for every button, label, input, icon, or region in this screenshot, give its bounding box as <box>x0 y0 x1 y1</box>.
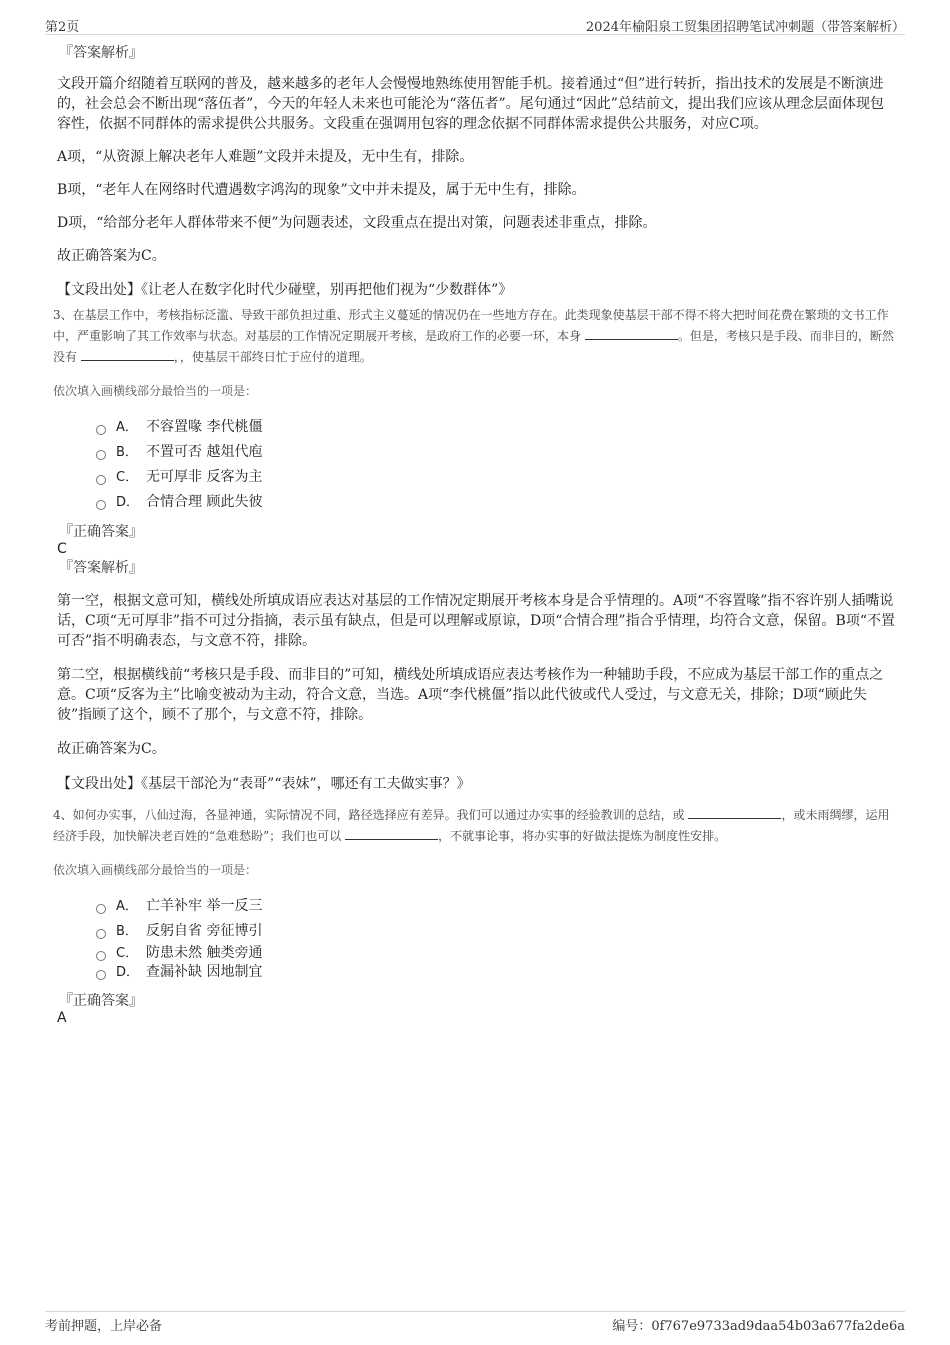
radio-button[interactable] <box>96 450 106 460</box>
analysis-paragraph: 第一空，根据文意可知，横线处所填成语应表达对基层的工作情况定期展开考核本身是合乎情理的。A项“不容置喙”指不容许别人插嘴说话，C项“无可厚非”指不可过分指摘，表示虽有缺点，但是可以理解或原谅，D项“合情合理”指合乎情理，均符合文意，保留。B项“不置可否”指不明确表态，与文意不符，排除。 <box>57 593 896 649</box>
document-id: 编号：0f767e9733ad9daa54b03a677fa2de6a <box>612 1319 905 1334</box>
footer-slogan: 考前押题，上岸必备 <box>45 1319 163 1334</box>
radio-button[interactable] <box>96 970 106 980</box>
option-c[interactable]: C． 无可厚非 反客为主 <box>96 465 895 490</box>
page-header <box>45 14 905 35</box>
document-body <box>53 42 896 1026</box>
analysis-paragraph: B项，“老年人在网络时代遭遇数字鸿沟的现象”文中并未提及，属于无中生有，排除。 <box>57 182 586 198</box>
option-a[interactable]: A． 亡羊补牢 举一反三 <box>96 894 895 919</box>
question-3-prompt: 依次填入画横线部分最恰当的一项是： <box>53 384 258 398</box>
conclusion: 故正确答案为C。 <box>57 248 166 264</box>
analysis-paragraph: 文段开篇介绍随着互联网的普及，越来越多的老年人会慢慢地熟练使用智能手机。接着通过“但”进行转折，指出技术的发展是不断演进的，社会总会不断出现“落伍者”，今天的年轻人未来也可能沦为“落伍者”。尾句通过“因此”总结前文，提出我们应该从理念层面体现包容性，依据不同群体的需求提供公共服务。文段重在强调用包容的理念依据不同群体需求提供公共服务，对应C项。 <box>57 76 884 132</box>
correct-answer-heading: 『正确答案』 <box>59 993 143 1009</box>
radio-button[interactable] <box>96 425 106 435</box>
question-4-options <box>96 894 895 982</box>
question-3-options <box>96 415 895 515</box>
source-citation: 【文段出处】《让老人在数字化时代少碰壁，别再把他们视为“少数群体”》 <box>57 282 513 298</box>
correct-answer: A <box>57 1010 67 1026</box>
option-d[interactable]: D． 合情合理 顾此失彼 <box>96 490 895 515</box>
conclusion: 故正确答案为C。 <box>57 741 166 757</box>
correct-answer: C <box>57 541 67 557</box>
question-4-stem: 4、如何办实事，八仙过海，各显神通，实际情况不同，路径选择应有差异。我们可以通过办实事的经验教训的总结，或 ，或未雨绸缪，运用经济手段，加快解决老百姓的“急难愁盼”；我们也可以 ，不就事论事，将办实事的好做法提炼为制度性安排。 <box>53 808 890 843</box>
blank-line <box>585 327 678 340</box>
analysis-heading: 『答案解析』 <box>59 45 143 61</box>
analysis-heading: 『答案解析』 <box>59 560 143 576</box>
radio-button[interactable] <box>96 951 106 961</box>
blank-line <box>81 348 174 361</box>
page-number: 第2页 <box>45 20 80 35</box>
option-a[interactable]: A． 不容置喙 李代桃僵 <box>96 415 895 440</box>
question-3-stem: 3、在基层工作中，考核指标泛滥、导致干部负担过重、形式主义蔓延的情况仍在一些地方存在。此类现象使基层干部不得不将大把时间花费在繁琐的文书工作中，严重影响了其工作效率与状态。对基层的工作情况定期展开考核，是政府工作的必要一环，本身 。但是，考核只是手段、而非目的，断然没有 ，，使基层干部终日忙于应付的道理。 <box>53 308 894 364</box>
radio-button[interactable] <box>96 904 106 914</box>
question-4-prompt: 依次填入画横线部分最恰当的一项是： <box>53 863 258 877</box>
page-footer <box>45 1311 905 1336</box>
analysis-paragraph: D项，“给部分老年人群体带来不便”为问题表述，文段重点在提出对策，问题表述非重点，排除。 <box>57 215 657 231</box>
source-citation: 【文段出处】《基层干部沦为“表哥”“表妹”，哪还有工夫做实事？》 <box>57 776 471 792</box>
analysis-paragraph: A项，“从资源上解决老年人难题”文段并未提及，无中生有，排除。 <box>57 149 474 165</box>
option-b[interactable]: B． 反躬自省 旁征博引 <box>96 919 895 944</box>
radio-button[interactable] <box>96 500 106 510</box>
blank-line <box>345 827 438 840</box>
option-d[interactable]: D． 查漏补缺 因地制宜 <box>96 963 895 982</box>
radio-button[interactable] <box>96 475 106 485</box>
analysis-paragraph: 第二空，根据横线前“考核只是手段、而非目的”可知，横线处所填成语应表达考核作为一种辅助手段，不应成为基层干部工作的重点之意。C项“反客为主”比喻变被动为主动，符合文意，当选。A项“李代桃僵”指以此代彼或代人受过，与文意无关，排除；D项“顾此失彼”指顾了这个，顾不了那个，与文意不符，排除。 <box>57 667 884 723</box>
radio-button[interactable] <box>96 929 106 939</box>
option-b[interactable]: B． 不置可否 越俎代庖 <box>96 440 895 465</box>
document-title: 2024年榆阳泉工贸集团招聘笔试冲刺题（带答案解析） <box>585 20 905 35</box>
blank-line <box>688 806 781 819</box>
option-c[interactable]: C． 防患未然 触类旁通 <box>96 944 895 963</box>
correct-answer-heading: 『正确答案』 <box>59 524 143 540</box>
